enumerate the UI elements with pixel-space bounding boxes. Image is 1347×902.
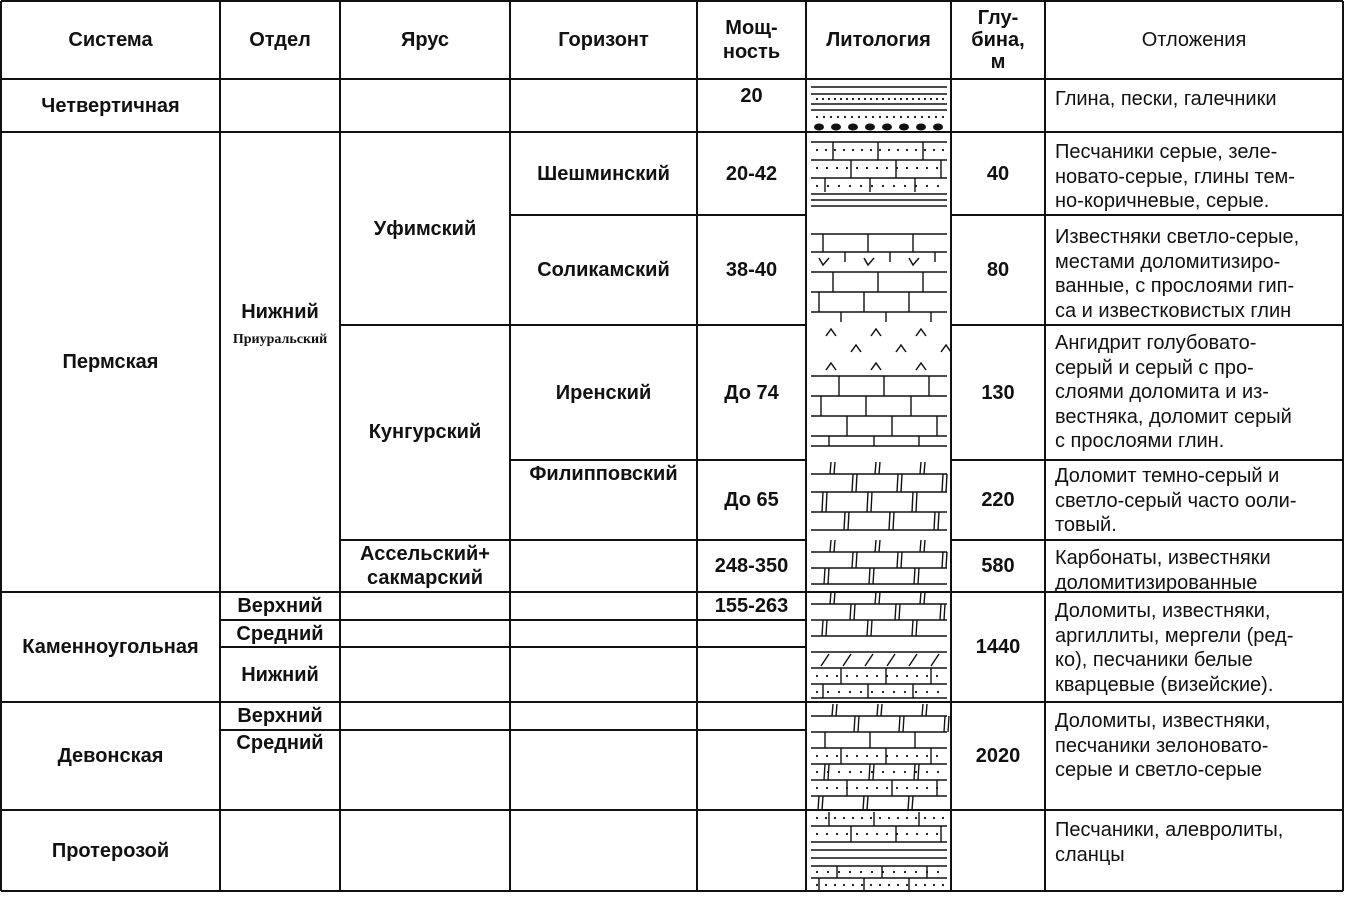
deposits-proterozoic: Песчаники, алевролиты, сланцы: [1055, 819, 1284, 866]
system-permian-label: Пермская: [62, 351, 159, 373]
section-carb-middle-label: Средний: [236, 622, 324, 645]
thickness-sheshminsky-value: 20-42: [725, 162, 778, 185]
header-depth: [951, 1, 1045, 79]
deposits-carboniferous: Доломиты, известняки, аргиллиты, мергели (ред- ко), песчаники белые кварцевые (визейские).: [1055, 600, 1294, 696]
header-section: [220, 1, 340, 79]
horizon-solikamsky: [510, 215, 697, 325]
section-dev-upper: [220, 702, 340, 730]
thickness-carboniferous-value: 155-263: [714, 595, 789, 617]
section-lower-permian-sub: Приуральский: [232, 332, 328, 347]
depth-sheshminsky-value: 40: [986, 162, 1010, 185]
section-carb-middle: [220, 620, 340, 647]
header-lithology: [806, 1, 951, 79]
depth-sheshminsky: [951, 132, 1045, 215]
depth-carboniferous-value: 1440: [975, 636, 1021, 658]
header-depth-label: Глу- бина, м: [971, 7, 1025, 73]
deposits-solikamsky: Известняки светло-серые, местами доломитизиро- ванные, с прослоями гип- са и известковистых глин: [1055, 226, 1300, 322]
depth-devonian-value: 2020: [975, 745, 1021, 767]
system-carboniferous-label: Каменноугольная: [22, 636, 199, 658]
header-horizon: [510, 1, 697, 79]
deposits-filippovsky: Доломит темно-серый и светло-серый часто оoли- товый.: [1055, 465, 1297, 536]
section-carb-lower: [220, 647, 340, 702]
stage-ufimian: Уфимский: [373, 218, 477, 240]
deposits-devonian: Доломиты, известняки, песчаники зелоновато- серые и светло-серые: [1055, 710, 1271, 781]
depth-asselian: [951, 540, 1045, 592]
section-dev-middle: Средний: [236, 732, 324, 754]
horizon-irensky-label: Иренский: [555, 381, 652, 404]
header-system: [1, 1, 220, 79]
system-proterozoic-label: Протерозой: [51, 839, 170, 862]
horizon-sheshminsky: [510, 132, 697, 215]
thickness-carboniferous: [697, 592, 806, 620]
depth-irensky-value: 130: [981, 381, 1015, 404]
deposits-sheshminsky: Песчаники серые, зеле- новато-серые, глины тем- но-коричневые, серые.: [1055, 141, 1295, 212]
thickness-quaternary: 20: [740, 85, 763, 107]
header-deposits-label: Отложения: [1141, 29, 1247, 51]
header-lithology-label: Литология: [826, 29, 931, 51]
depth-filippovsky: [951, 460, 1045, 540]
thickness-filippovsky: [697, 460, 806, 540]
horizon-sheshminsky-label: Шешминский: [537, 162, 670, 185]
depth-irensky: [951, 325, 1045, 460]
system-devonian-label: Девонская: [57, 745, 164, 767]
stage-kungurian: Кунгурский: [368, 421, 482, 443]
header-horizon-label: Горизонт: [558, 29, 649, 51]
system-quaternary-label: Четвертичная: [41, 94, 180, 117]
system-carboniferous: [1, 592, 220, 702]
section-dev-upper-label: Верхний: [237, 705, 323, 727]
header-stage: [340, 1, 510, 79]
thickness-filippovsky-value: До 65: [724, 489, 779, 511]
thickness-asselian: [697, 540, 806, 592]
deposits-asselian: Карбонаты, известняки доломитизированные: [1055, 547, 1271, 594]
depth-solikamsky: [951, 215, 1045, 325]
depth-carboniferous: [951, 592, 1045, 702]
depth-devonian: [951, 702, 1045, 810]
header-thickness: [697, 1, 806, 79]
horizon-irensky: [510, 325, 697, 460]
header-deposits: [1045, 1, 1343, 79]
deposits-irensky: Ангидрит голубовато- серый и серый с про- слоями доломита и из- вестняка, доломит серый с прослоями глин.: [1055, 332, 1292, 452]
thickness-irensky: [697, 325, 806, 460]
header-stage-label: Ярус: [400, 29, 450, 51]
stage-asselian-sakmarian: Ассельский+ сакмарский: [360, 543, 490, 589]
section-carb-upper-label: Верхний: [237, 595, 323, 617]
thickness-irensky-value: До 74: [724, 381, 779, 404]
section-carb-lower-label: Нижний: [241, 663, 319, 686]
section-carb-upper: [220, 592, 340, 620]
thickness-asselian-value: 248-350: [714, 555, 789, 577]
depth-solikamsky-value: 80: [986, 259, 1010, 281]
deposits-quaternary: Глина, пески, галечники: [1055, 88, 1277, 110]
horizon-filippovsky: Филипповский: [529, 463, 678, 485]
system-proterozoic: [1, 810, 220, 891]
header-section-label: Отдел: [249, 29, 311, 51]
system-quaternary: [1, 79, 220, 132]
thickness-sheshminsky: [697, 132, 806, 215]
header-thickness-label: Мощ- ность: [722, 17, 781, 63]
thickness-solikamsky: [697, 215, 806, 325]
depth-asselian-value: 580: [981, 555, 1015, 577]
system-devonian: [1, 702, 220, 810]
thickness-solikamsky-value: 38-40: [725, 259, 778, 281]
header-system-label: Система: [68, 29, 153, 51]
depth-filippovsky-value: 220: [981, 489, 1015, 511]
horizon-solikamsky-label: Соликамский: [537, 259, 670, 281]
system-permian: [1, 132, 220, 592]
section-lower-permian: Нижний: [241, 301, 319, 323]
